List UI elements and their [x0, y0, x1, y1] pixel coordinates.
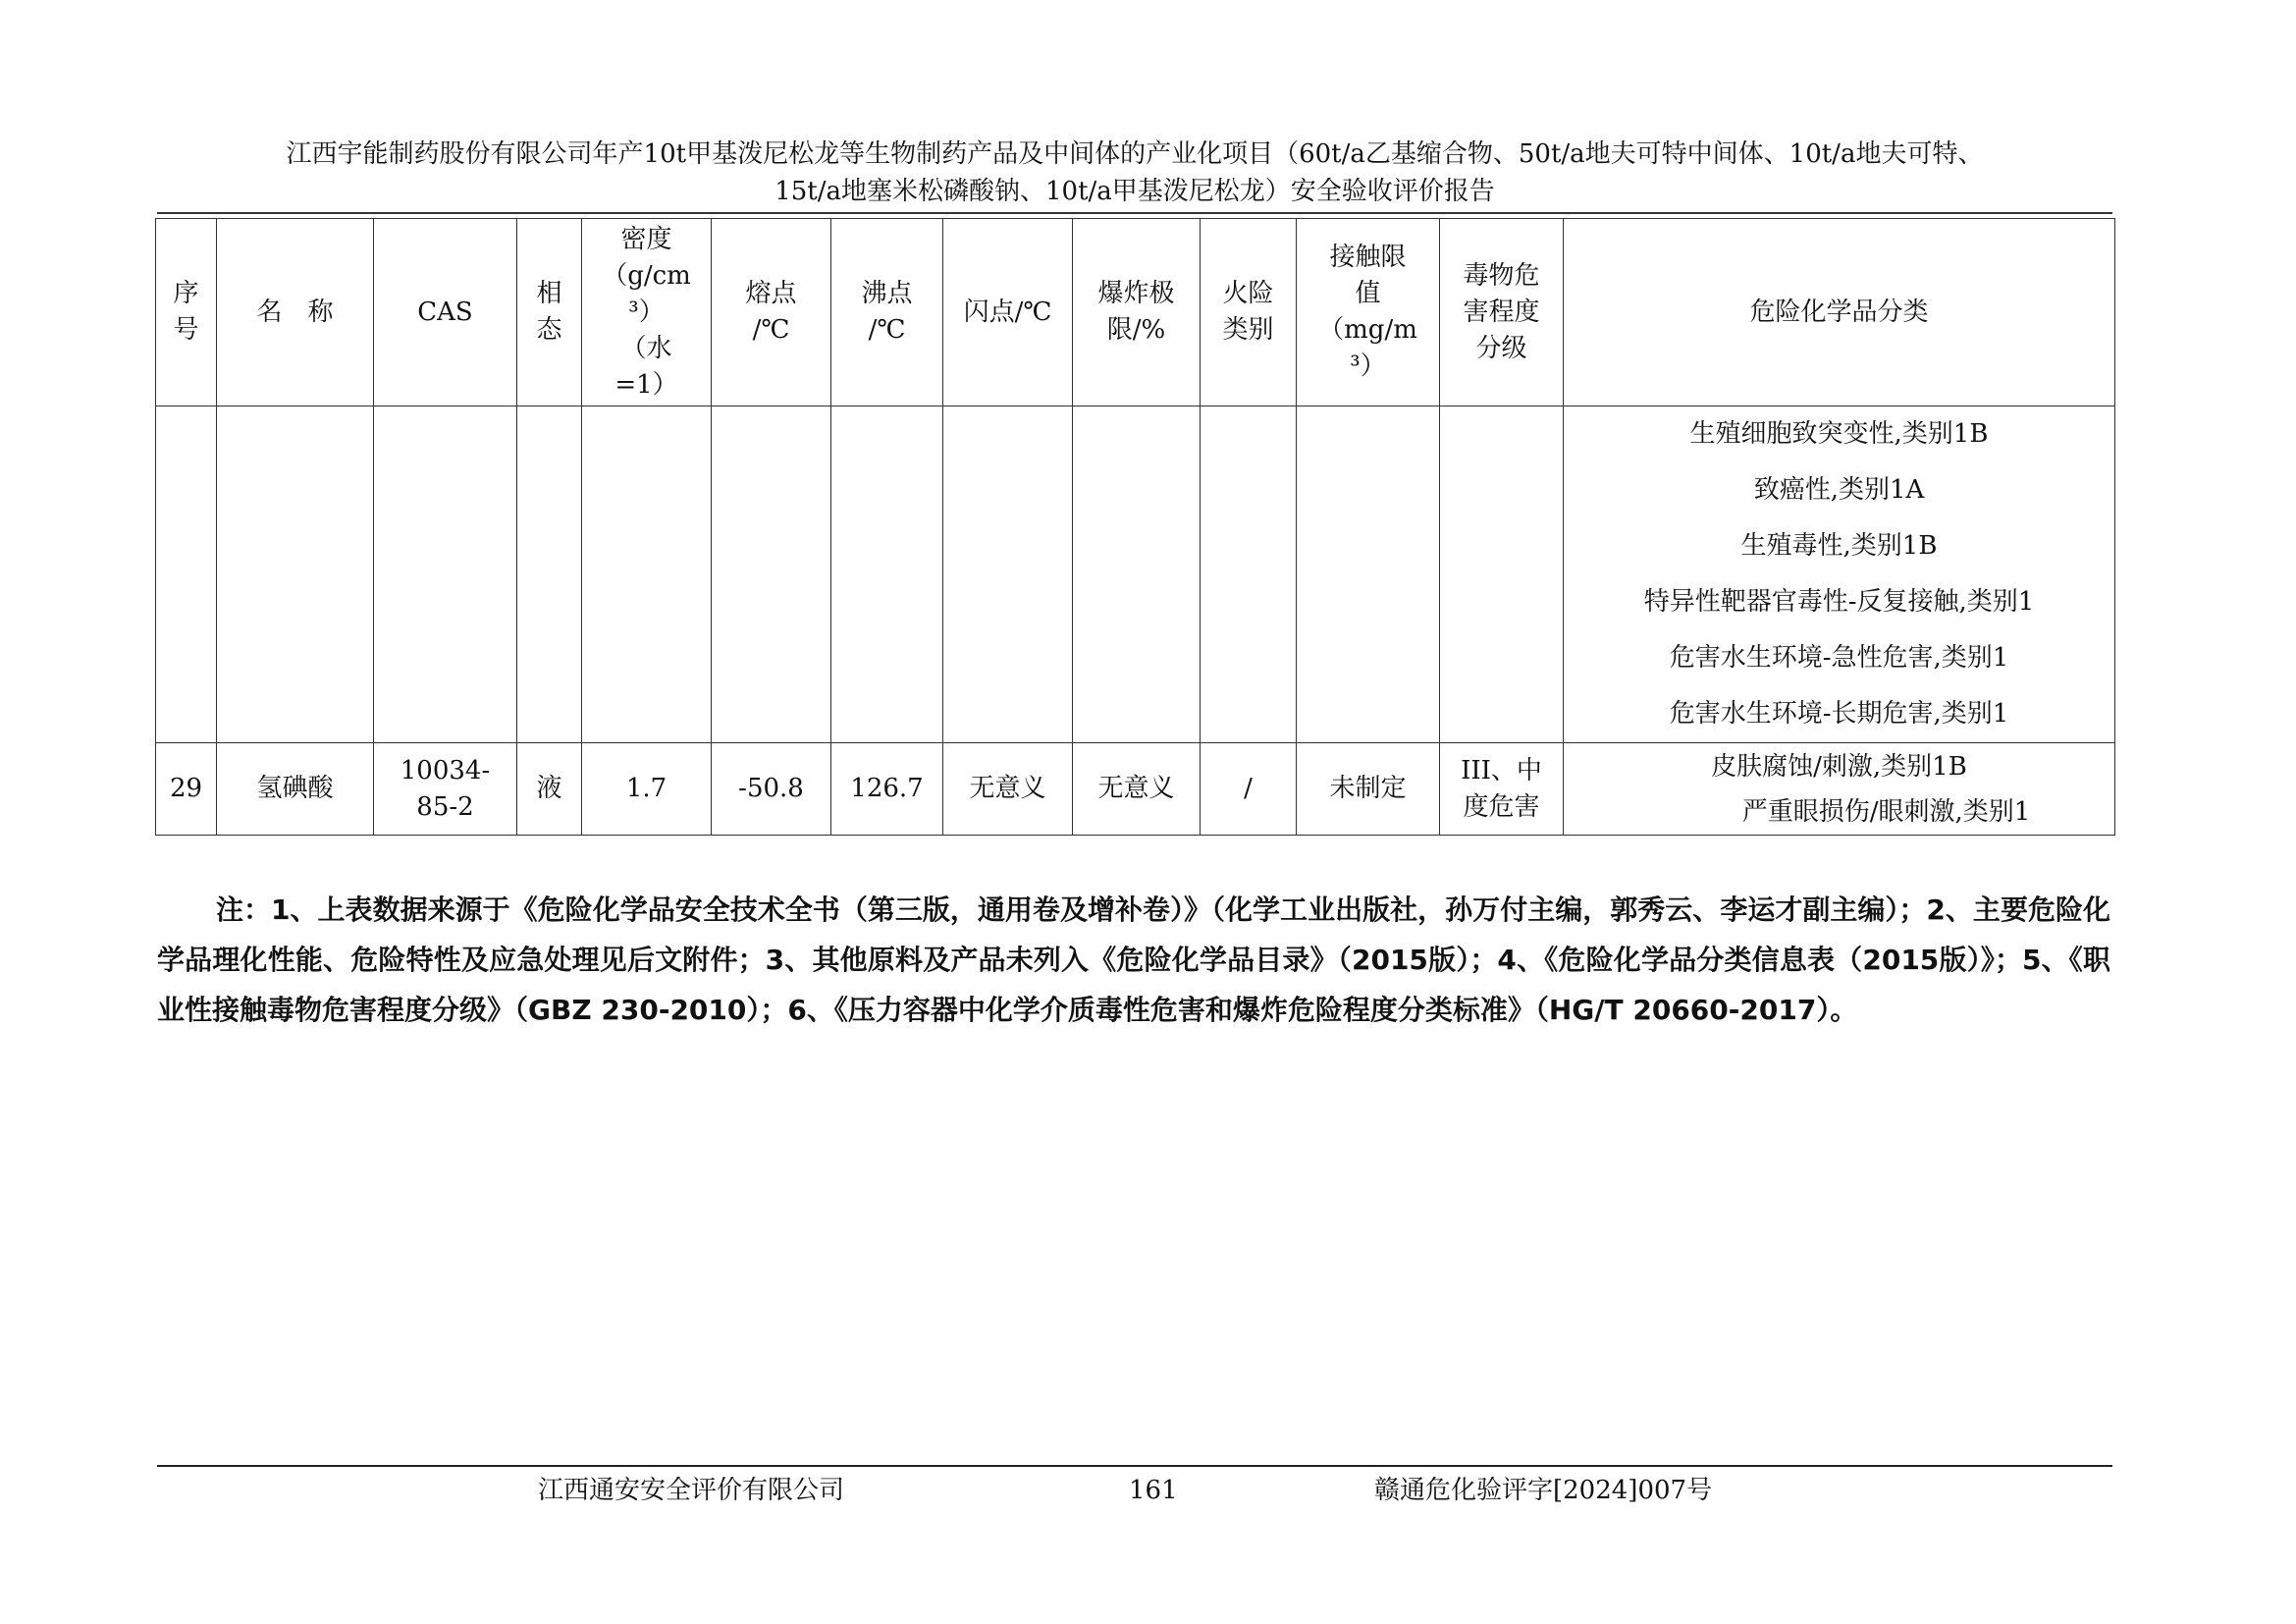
hazard-item: 致癌性,类别1A — [1753, 475, 1925, 505]
col-cas: CAS — [374, 219, 517, 406]
hazard-item: 危害水生环境-急性危害,类别1 — [1669, 643, 2009, 673]
report-header-line-1: 江西宇能制药股份有限公司年产10t甲基泼尼松龙等生物制药产品及中间体的产业化项目（60t/a乙基缩合物、50t/a地夫可特中间体、10t/a地夫可特、 — [286, 139, 1984, 169]
col-melting-point: 熔点 /℃ — [712, 219, 831, 406]
cell-toxicity-grade: III、中 度危害 — [1440, 743, 1564, 836]
footer-divider — [157, 1465, 2112, 1467]
table-row-continued — [156, 406, 2115, 743]
cell-fire-category: / — [1201, 743, 1297, 836]
cell-boiling-point: 126.7 — [831, 743, 943, 836]
cell-cas: 10034- 85-2 — [374, 743, 517, 836]
col-flash-point: 闪点/℃ — [943, 219, 1073, 406]
cell-name: 氢碘酸 — [217, 743, 374, 836]
col-phase: 相 态 — [517, 219, 582, 406]
hazard-item: 特异性靶器官毒性-反复接触,类别1 — [1643, 587, 2035, 617]
table-row-29 — [156, 743, 2115, 836]
hazard-classification-list — [1564, 743, 2115, 836]
col-name: 名 称 — [217, 219, 374, 406]
hazard-item: 生殖毒性,类别1B — [1740, 531, 1938, 561]
page-number: 161 — [1129, 1476, 1178, 1505]
footer-doc-number: 赣通危化验评字[2024]007号 — [1374, 1476, 1713, 1505]
report-header-line-2: 15t/a地塞米松磷酸钠、10t/a甲基泼尼松龙）安全验收评价报告 — [774, 177, 1495, 206]
hazardous-chemicals-table — [155, 218, 2115, 836]
hazard-item: 严重眼损伤/眼刺激,类别1 — [1741, 796, 2031, 827]
cell-density: 1.7 — [582, 743, 712, 836]
col-exposure-limit: 接触限 值 （mg/m ³） — [1297, 219, 1440, 406]
col-seq: 序 号 — [156, 219, 217, 406]
footer-company: 江西通安安全评价有限公司 — [538, 1476, 845, 1505]
cell-seq: 29 — [156, 743, 217, 836]
cell-exposure-limit: 未制定 — [1297, 743, 1440, 836]
hazard-item: 皮肤腐蚀/刺激,类别1B — [1711, 751, 1967, 782]
col-boiling-point: 沸点 /℃ — [831, 219, 943, 406]
table-note: 注：1、上表数据来源于《危险化学品安全技术全书（第三版，通用卷及增补卷）》（化学工业出版社，孙万付主编，郭秀云、李运才副主编）；2、主要危险化学品理化性能、危险特性及应急处理见后文附件；3、其他原料及产品未列入《危险化学品目录》（2015版）；4、《危险化学品分类信息表（2015版）》；5、《职业性接触毒物危害程度分级》（GBZ 230-2010）；6、《压力容器中化学介质毒性危害和爆炸危险程度分类标准》（HG/T 20660-2017）。 — [157, 893, 2110, 1026]
cell-explosion-limit: 无意义 — [1073, 743, 1201, 836]
cell-phase: 液 — [517, 743, 582, 836]
col-explosion-limit: 爆炸极 限/% — [1073, 219, 1201, 406]
hazard-item: 生殖细胞致突变性,类别1B — [1689, 419, 1989, 449]
col-toxicity-grade: 毒物危 害程度 分级 — [1440, 219, 1564, 406]
col-classification: 危险化学品分类 — [1564, 219, 2115, 406]
hazard-classification-list — [1564, 406, 2115, 743]
hazard-item: 危害水生环境-长期危害,类别1 — [1669, 699, 2009, 729]
header-divider — [157, 212, 2112, 214]
report-header — [157, 135, 2112, 210]
cell-flash-point: 无意义 — [943, 743, 1073, 836]
table-header-row — [156, 219, 2115, 406]
col-fire-category: 火险 类别 — [1201, 219, 1297, 406]
cell-melting-point: -50.8 — [712, 743, 831, 836]
col-density: 密度 （g/cm ³） （水 =1） — [582, 219, 712, 406]
